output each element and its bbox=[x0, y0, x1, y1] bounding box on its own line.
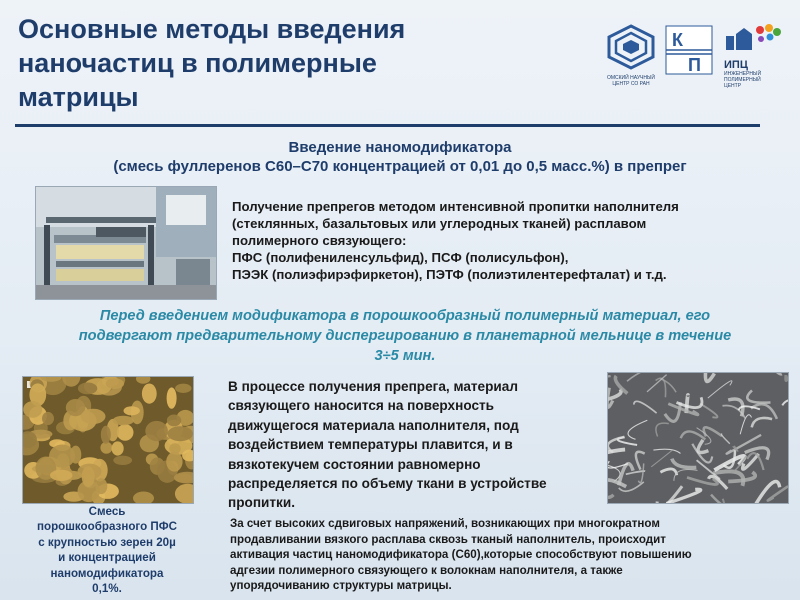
svg-text:П: П bbox=[688, 55, 701, 75]
powder-caption: Смесь порошкообразного ПФС с крупностью зерен 20µ и концентрацией наномодификатора 0,1%. bbox=[37, 505, 177, 596]
svg-text:К: К bbox=[672, 30, 683, 50]
kp-logo bbox=[664, 24, 714, 76]
ipc-building-icon bbox=[722, 24, 788, 54]
kp-letters-icon bbox=[664, 24, 714, 76]
section-subtitle: Введение наномодификатора (смесь фуллеренов С60–С70 концентрацией от 0,01 до 0,5 масс.%) в препрег bbox=[113, 139, 687, 175]
sem-structure-photo bbox=[607, 372, 789, 504]
logo3-caption: ИНЖЕНЕРНЫЙ ПОЛИМЕРНЫЙ ЦЕНТР bbox=[724, 71, 762, 89]
omsk-science-center-logo bbox=[604, 24, 658, 87]
powder-micrograph-photo bbox=[22, 376, 194, 504]
logo1-caption: ОМСКИЙ НАУЧНЫЙ ЦЕНТР СО РАН bbox=[606, 75, 656, 87]
shear-activation-text: За счет высоких сдвиговых напряжений, возникающих при многократном продавливании вязкого расплава сквозь тканый наполнитель, происходит активация частиц наномодификатора (С60),которые способствуют повышению адгезии полимерного связующего к волокнам наполнителя, а также упорядочиванию структуры матрицы. bbox=[230, 517, 692, 593]
hexagon-logo-icon bbox=[604, 24, 658, 70]
ipc-logo bbox=[722, 24, 788, 89]
prepreg-method-text: Получение препрегов методом интенсивной пропитки наполнителя (стеклянных, базальтовых или углеродных тканей) расплавом полимерного связующего: ПФС (полифениленсульфид), ПСФ (полисульфон), ПЭЭК (полиэфирэфиркетон), ПЭТФ (полиэтилентерефталат) и т.д. bbox=[232, 199, 679, 282]
page-title: Основные методы введения наночастиц в полимерные матрицы bbox=[18, 14, 406, 112]
logo3-name: ИПЦ bbox=[724, 59, 748, 71]
mill-dispersion-note: Перед введением модификатора в порошкообразный полимерный материал, его подвергают предварительному диспергированию в планетарной мельнице в течение 3÷5 мин. bbox=[78, 308, 732, 364]
prepreg-machine-photo bbox=[35, 186, 217, 300]
title-divider bbox=[15, 124, 760, 127]
process-description-text: В процессе получения препрега, материал связующего наносится на поверхность движущегося материала наполнителя, под воздействием температуры плавится, и в вязкотекучем состоянии равномерно распределяется по объему ткани в устройстве пропитки. bbox=[228, 379, 547, 511]
